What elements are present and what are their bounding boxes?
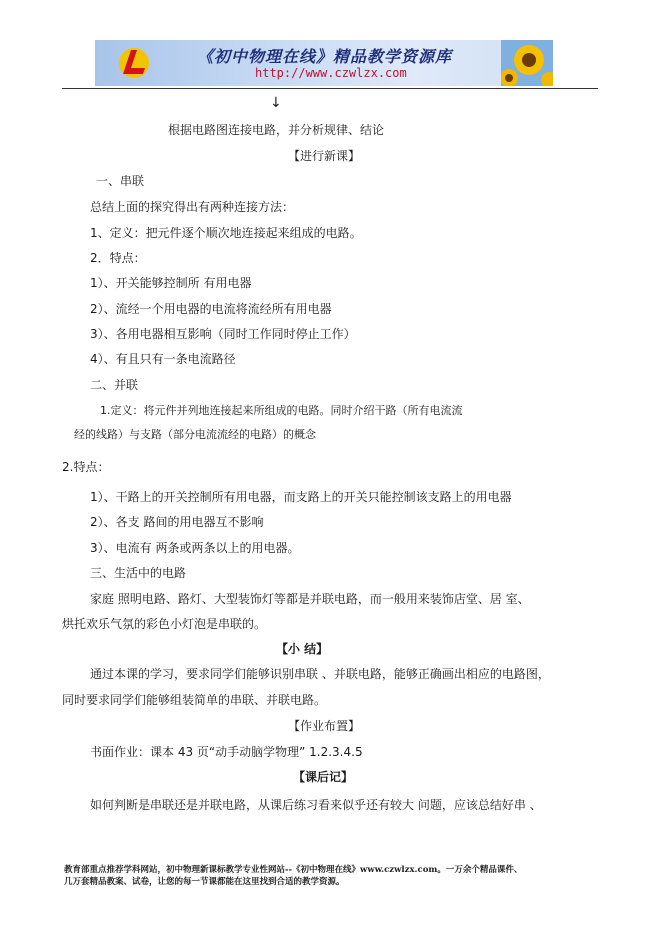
- text-line: 同时要求同学们能够组装简单的串联、并联电路。: [62, 693, 327, 707]
- text-line: 一、串联: [96, 174, 145, 188]
- text-line: 1.定义：将元件并列地连接起来所组成的电路。同时介绍干路（所有电流流: [100, 404, 463, 417]
- text-line: 总结上面的探究得出有两种连接方法：: [90, 200, 295, 214]
- section-heading: 【进行新课】: [288, 149, 361, 163]
- text-line: 家庭 照明电路、路灯、大型装饰灯等都是并联电路，而一般用来装饰店堂、居 室、: [90, 592, 530, 606]
- text-line: 2）、流经一个用电器的电流将流经所有用电器: [90, 302, 332, 316]
- text-line: 2）、各支 路间的用电器互不影响: [90, 515, 264, 529]
- text-line: 三、生活中的电路: [90, 566, 187, 580]
- site-logo-icon: [117, 46, 151, 80]
- text-line: 1）、开关能够控制所 有用电器: [90, 276, 252, 290]
- text-line: 通过本课的学习，要求同学们能够识别串联 、并联电路，能够正确画出相应的电路图，: [90, 667, 550, 681]
- text-line: 1）、干路上的开关控制所有用电器，而支路上的开关只能控制该支路上的用电器: [90, 490, 512, 504]
- text-line: 3）、各用电器相互影响（同时工作同时停止工作）: [90, 327, 356, 341]
- text-line: 1、定义：把元件逐个顺次地连接起来组成的电路。: [90, 226, 362, 240]
- text-line: 4）、有且只有一条电流路径: [90, 352, 236, 366]
- text-line: 如何判断是串联还是并联电路，从课后练习看来似乎还有较大 问题，应该总结好串 、: [90, 798, 542, 812]
- banner-title: 《初中物理在线》精品教学资源库: [197, 47, 453, 66]
- footer-line: 几万套精品教案、试卷，让您的每一节课都能在这里找到合适的教学资源。: [64, 877, 345, 887]
- text-line: 3）、电流有 两条或两条以上的用电器。: [90, 541, 300, 555]
- header-banner: [95, 40, 553, 86]
- section-heading: 【作业布置】: [288, 719, 361, 733]
- text-line: 2.特点：: [62, 460, 110, 474]
- banner-url[interactable]: http://www.czwlzx.com: [255, 66, 407, 80]
- text-line: 根据电路图连接电路，并分析规律、结论: [168, 123, 385, 137]
- text-line: 经的线路）与支路（部分电流流经的电路）的概念: [74, 428, 316, 441]
- footer-line: 教育部重点推荐学科网站，初中物理新课标教学专业性网站--《初中物理在线》www.czwlzx.com。一万余个精品课件、: [64, 865, 523, 875]
- text-line: 书面作业：课本 43 页“动手动脑学物理” 1.2.3.4.5: [90, 745, 363, 759]
- text-line: 2．特点：: [90, 251, 146, 265]
- text-line: 二、并联: [90, 378, 139, 392]
- section-heading: 【课后记】: [293, 770, 354, 784]
- text-line: 烘托欢乐气氛的彩色小灯泡是串联的。: [62, 617, 267, 631]
- section-heading: 【小 结】: [276, 642, 329, 656]
- header-rule: [62, 88, 598, 89]
- down-arrow: ↓: [270, 95, 282, 111]
- sunflower-icon: [501, 40, 553, 86]
